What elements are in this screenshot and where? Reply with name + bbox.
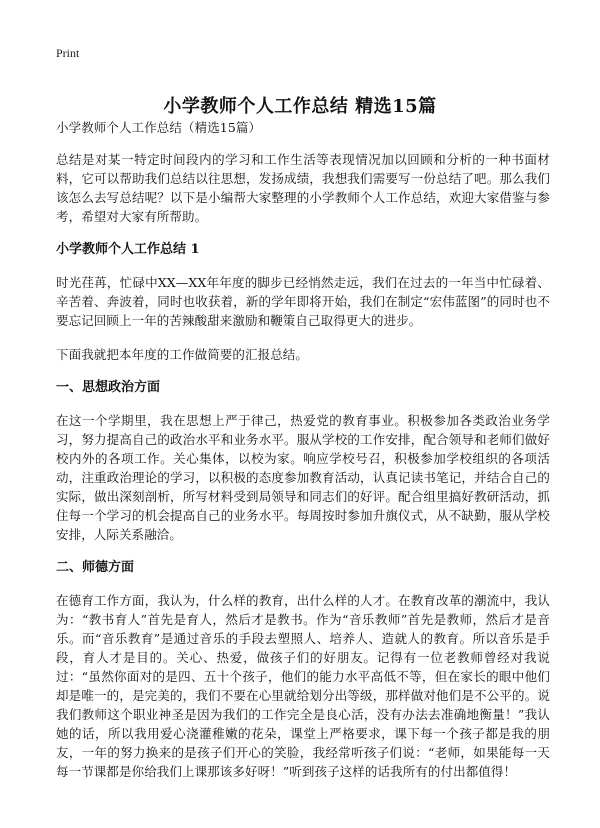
ethics-paragraph: 在德育工作方面，我认为，什么样的教育，出什么样的人才。在教育改革的潮流中，我认为：“教书育人”首先是育人，然后才是教书。作为“音乐教师”首先是教师，然后才是音乐。而“音乐教育”是通过音乐的手段去塑照人、培养人、造就人的教育。所以音乐是手段，育人才是目的。关心、热爱，做孩子们的好朋友。记得有一位老教师曾经对我说过：“虽然你面对的是四、五十个孩子，他们的能力水平高低不等，但在家长的眼中他们却是唯一的，是完美的，我们不要在心里就给划分出等级，那样做对他们是不公平的。说我们教师这个职业神圣是因为我们的工作完全是良心活，没有办法去准确地衡量！”我认她的话，所以我用爱心浇灌稚嫩的花朵，课堂上严格要求，课下每一个孩子都是我的朋友，一年的努力换来的是孩子们开心的笑脸，我经常听孩子们说：“老师，如果能每一天每一节课都是你给我们上课那该多好呀！”听到孩子这样的话我所有的付出都值得！ xyxy=(56,593,550,779)
section1-paragraph-1: 时光荏苒，忙碌中XX—XX年年度的脚步已经悄然走远，我们在过去的一年当中忙碌着、辛苦着、奔波着，同时也收获着，新的学年即将开始，我们在制定“宏伟蓝图”的同时也不要忘记回顾上一年的苦辣酸甜来激励和鞭策自己取得更大的进步。 xyxy=(56,275,550,328)
heading-politics: 一、思想政治方面 xyxy=(56,380,161,395)
print-link[interactable]: Print xyxy=(56,46,80,60)
section-heading-1: 小学教师个人工作总结 1 xyxy=(56,242,200,257)
document-body xyxy=(56,118,550,796)
politics-paragraph: 在这一个学期里，我在思想上严于律己，热爱党的教育事业。积极参加各类政治业务学习，努力提高自己的政治水平和业务水平。服从学校的工作安排，配合领导和老师们做好校内外的各项工作。关心集体，以校为家。响应学校号召，积极参加学校组织的各项活动，注重政治理论的学习，以积极的态度参加教育活动，认真记读书笔记，并结合自己的实际，做出深刻剖析，所写材料受到局领导和同志们的好评。配合组里搞好教研活动，抓住每一个学习的机会提高自己的业务水平。每周按时参加升旗仪式，从不缺勤，服从学校安排，人际关系融洽。 xyxy=(56,413,550,542)
intro-paragraph: 总结是对某一特定时间段内的学习和工作生活等表现情况加以回顾和分析的一种书面材料，它可以帮助我们总结以往思想，发扬成绩，我想我们需要写一份总结了吧。那么我们该怎么去写总结呢？以下是小编帮大家整理的小学教师个人工作总结，欢迎大家借鉴与参考，希望对大家有所帮助。 xyxy=(56,152,550,224)
heading-ethics: 二、师德方面 xyxy=(56,560,135,575)
document-subtitle: 小学教师个人工作总结（精选15篇） xyxy=(56,120,262,135)
section1-paragraph-2: 下面我就把本年度的工作做简要的汇报总结。 xyxy=(56,347,309,362)
page-title: 小学教师个人工作总结 精选15篇 xyxy=(163,96,437,118)
